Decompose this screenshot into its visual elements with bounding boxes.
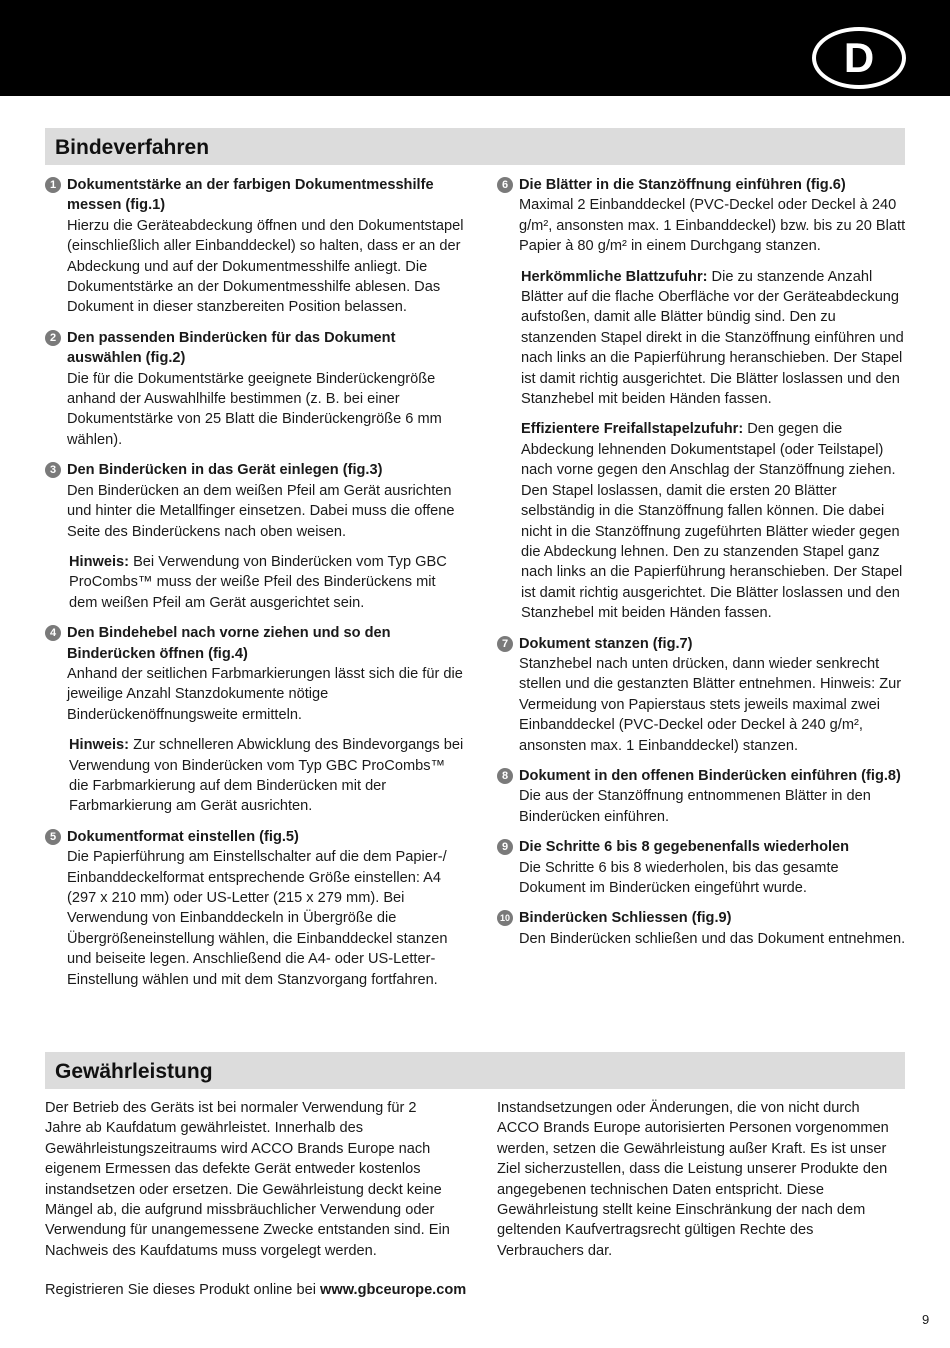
step-body: Die Schritte 6 bis 8 wiederholen, bis das gesamte Dokument im Binderücken eingeführt wurde. — [519, 859, 839, 896]
step-number-badge: 1 — [45, 177, 61, 193]
step-number-badge: 7 — [497, 636, 513, 652]
step-title: Binderücken Schliessen (fig.9) — [519, 910, 732, 927]
step-title: Den Bindehebel nach vorne ziehen und so den Binderücken öffnen (fig.4) — [67, 625, 391, 662]
step-title: Die Schritte 6 bis 8 gegebenenfalls wiederholen — [519, 839, 850, 856]
step-10 — [497, 908, 907, 949]
hint-label: Hinweis: — [69, 553, 130, 570]
hint-text: Zur schnelleren Abwicklung des Bindevorgangs bei Verwendung von Binderücken vom Typ GBC ProCombs™ die Farbmarkierung auf dem Binderücken mit der Farbmarkierung am Gerät ausrichten. — [69, 737, 464, 815]
register-text: Registrieren Sie dieses Produkt online bei — [45, 1282, 321, 1298]
step-body: Die für die Dokumentstärke geeignete Binderückengröße anhand der Auswahlhilfe bestimmen (z. B. bei einer Dokumentstärke von 25 Blatt die Binderückengröße 6 mm wählen). — [67, 370, 442, 448]
note-label: Effizientere Freifallstapelzufuhr: — [521, 421, 744, 438]
left-column — [45, 175, 465, 1000]
step-body: Hierzu die Geräteabdeckung öffnen und den Dokumentstapel (einschließlich aller Einbanddeckel) so halten, dass er an der Abdeckung und auf der Dokumentmesshilfe anliegt. Die Dokumentstärke an der Dokumentmesshilfe ablesen. Das Dokument in dieser stanzbereiten Position belassen. — [67, 217, 464, 316]
step-body: Den Binderücken schließen und das Dokument entnehmen. — [519, 930, 906, 947]
step-body: Die Papierführung am Einstellschalter auf die dem Papier-/ Einbanddeckelformat entsprechende Größe einstellen: A4 (297 x 210 mm) oder US-Letter (215 x 279 mm). Bei Verwendung von Einbanddeckeln in Übergröße die Übergrößeneinstellung wählen, die Einbanddeckel stanzen und beiseite legen. Anschließend die A4- oder US-Letter-Einstellung wählen und mit dem Stanzvorgang fortfahren. — [67, 849, 448, 988]
page-number: 9 — [922, 1312, 930, 1327]
step-number-badge: 8 — [497, 768, 513, 784]
step-body: Anhand der seitlichen Farbmarkierungen lässt sich die für die jeweilige Anzahl Stanzdokumente nötige Binderückenöffnungsweite ermitteln. — [67, 665, 463, 723]
step-number-badge: 5 — [45, 829, 61, 845]
step-9 — [497, 837, 907, 898]
freefall-feed-note — [521, 419, 907, 623]
step-title: Dokument stanzen (fig.7) — [519, 635, 693, 652]
hint-text: Bei Verwendung von Binderücken vom Typ GBC ProCombs™ muss der weiße Pfeil des Binderückens mit dem weißen Pfeil am Gerät ausgerichtet sein. — [69, 553, 447, 611]
hint-note — [69, 552, 465, 613]
step-number-badge: 6 — [497, 177, 513, 193]
note-text: Die zu stanzende Anzahl Blätter auf die flache Oberfläche vor der Geräteabdeckung aufstoßen, damit alle Blätter bündig sind. Den zu stanzenden Stapel direkt in die Stanzöffnung einführen und nach links an die Papierführung heranschieben. Der Stapel ist damit richtig ausgerichtet. Die Blätter loslassen und den Stanzhebel mit beiden Händen fassen. — [521, 268, 904, 408]
warranty-text-right: Instandsetzungen oder Änderungen, die von nicht durch ACCO Brands Europe autorisierten Personen vorgenommen werden, setzen die Gewährleistung außer Kraft. Es ist unser Ziel sicherzustellen, dass die Leistung unserer Produkte den angegebenen technischen Daten entspricht. Diese Gewährleistung stellt keine Einschränkung der nach dem geltenden Kaufvertragsrecht gültigen Rechte des Verbrauchers dar. — [497, 1100, 889, 1259]
section-header-bindeverfahren — [45, 128, 905, 165]
conventional-feed-note — [521, 267, 907, 410]
language-badge: D — [812, 27, 906, 89]
top-header-bar — [0, 0, 950, 96]
right-column — [497, 175, 907, 959]
step-body: Den Binderücken an dem weißen Pfeil am Gerät ausrichten und hinter die Metallfinger einsetzen. Dabei muss die offene Seite des Binderückens nach oben weisen. — [67, 482, 455, 540]
step-body: Stanzhebel nach unten drücken, dann wieder senkrecht stellen und die gestanzten Blätter entnehmen. Hinweis: Zur Vermeidung von Papierstaus stets jeweils maximal zwei Einbanddeckel (PVC-Deckel oder Deckel à 240 g/m², ansonsten max. 1 Einbanddeckel) stanzen. — [519, 655, 902, 754]
step-body: Maximal 2 Einbanddeckel (PVC-Deckel oder Deckel à 240 g/m², ansonsten max. 1 Einbanddeckel) bzw. bis zu 20 Blatt Papier à 80 g/m² in einem Durchgang stanzen. — [519, 197, 906, 255]
step-8 — [497, 766, 907, 827]
hint-label: Hinweis: — [69, 737, 130, 754]
section-header-gewaehrleistung — [45, 1052, 905, 1089]
step-body: Die aus der Stanzöffnung entnommenen Blätter in den Binderücken einführen. — [519, 788, 871, 825]
note-text: Den gegen die Abdeckung lehnenden Dokumentstapel (oder Teilstapel) nach vorne gegen den Anschlag der Stanzöffnung ziehen. Den Stapel loslassen, damit die ersten 20 Blätter selbständig in die Stanzöffnung fallen können. Die dabei nicht in die Stanzöffnung zugeführten Blätter wieder gegen die Abdeckung lehnen. Den zu stanzenden Stapel ganz nach links an die Papierführung heranschieben. Der Stapel ist damit richtig ausgerichtet. Die Blätter loslassen und den Stanzhebel mit beiden Händen fassen. — [521, 421, 903, 622]
step-title: Dokumentstärke an der farbigen Dokumentmesshilfe messen (fig.1) — [67, 177, 434, 214]
step-5 — [45, 827, 465, 990]
step-4 — [45, 623, 465, 817]
hint-note — [69, 735, 465, 817]
step-title: Den passenden Binderücken für das Dokument auswählen (fig.2) — [67, 329, 396, 367]
warranty-text-left: Der Betrieb des Geräts ist bei normaler Verwendung für 2 Jahre ab Kaufdatum gewährleistet. Innerhalb des Gewährleistungszeitraums wird ACCO Brands Europe nach eigenem Ermessen das defekte Gerät entweder kostenlos instandsetzen oder ersetzen. Die Gewährleistung deckt keine Mängel ab, die aufgrund missbräuchlicher Verwendung oder Verwendung für unangemessene Zwecke entstanden sind. Ein Nachweis des Kaufdatums muss vorgelegt werden. — [45, 1100, 450, 1259]
step-6 — [497, 175, 907, 624]
step-title: Dokumentformat einstellen (fig.5) — [67, 828, 299, 845]
step-title: Den Binderücken in das Gerät einlegen (fig.3) — [67, 462, 383, 479]
step-7 — [497, 634, 907, 756]
step-number-badge: 4 — [45, 625, 61, 641]
note-label: Herkömmliche Blattzufuhr: — [521, 268, 708, 285]
step-1 — [45, 175, 465, 318]
step-number-badge: 10 — [497, 910, 513, 926]
section-title: Gewährleistung — [55, 1060, 213, 1083]
step-2 — [45, 328, 465, 450]
step-number-badge: 3 — [45, 462, 61, 478]
register-link[interactable]: www.gbceurope.com — [320, 1282, 467, 1298]
step-3 — [45, 460, 465, 613]
step-number-badge: 2 — [45, 330, 61, 346]
step-title: Dokument in den offenen Binderücken einführen (fig.8) — [519, 767, 901, 784]
step-number-badge: 9 — [497, 839, 513, 855]
register-line — [45, 1282, 466, 1298]
step-title: Die Blätter in die Stanzöffnung einführen (fig.6) — [519, 177, 846, 193]
section-title: Bindeverfahren — [55, 136, 210, 159]
